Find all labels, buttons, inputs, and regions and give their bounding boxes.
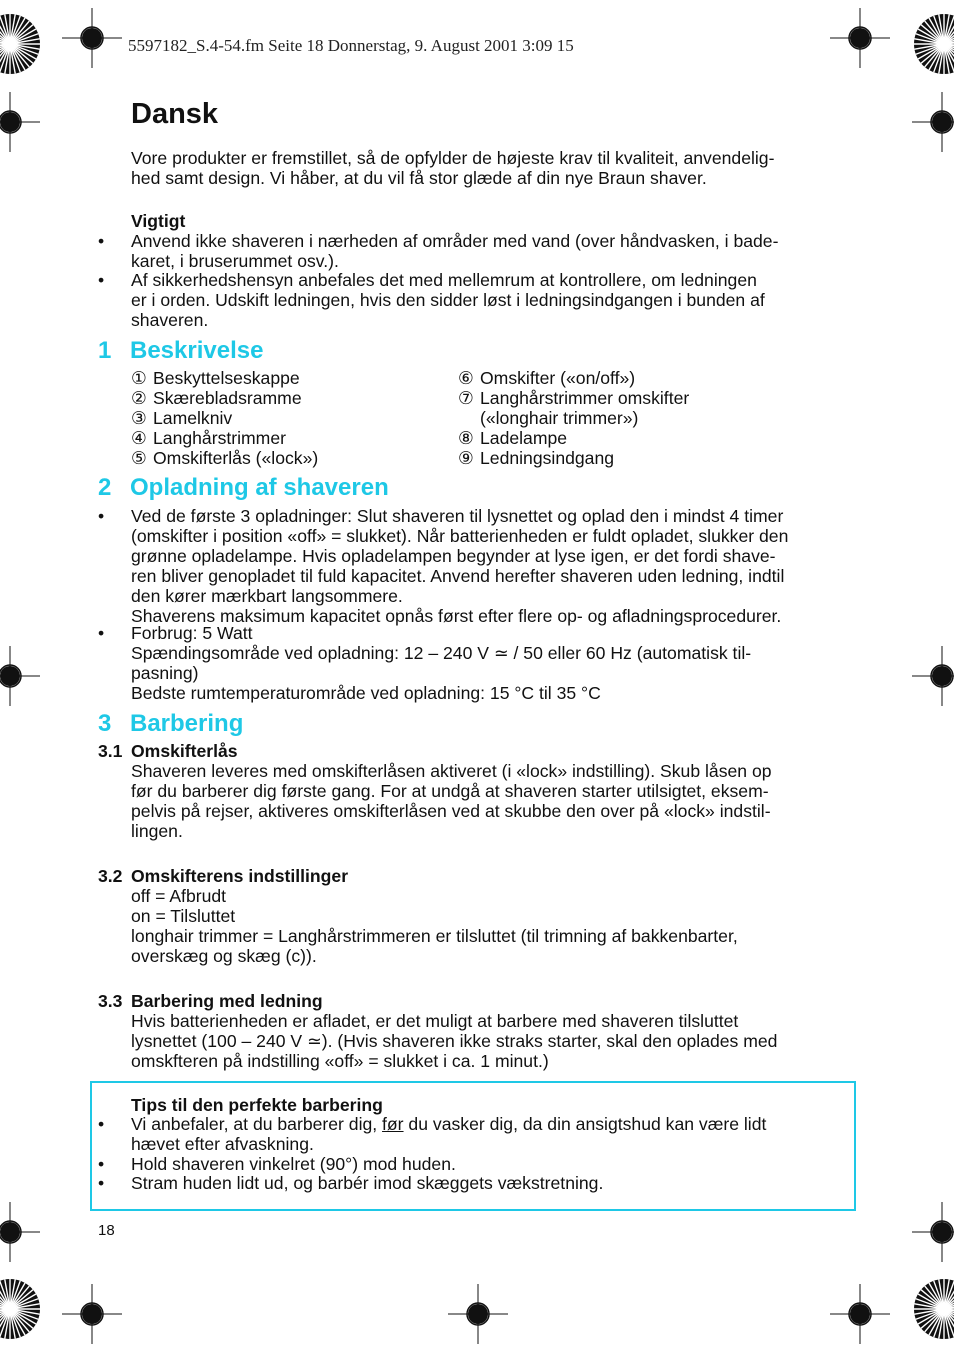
bullet-symbol: •: [98, 506, 105, 526]
intro-line: hed samt design. Vi håber, at du vil få stor glæde af din nye Braun shaver.: [131, 168, 707, 188]
text-segment: du vasker dig, da din ansigtshud kan være lidt: [403, 1114, 767, 1134]
bullet-symbol: •: [98, 1173, 105, 1193]
charging-bullet-2: [131, 623, 871, 703]
crosshair-mark: [0, 646, 40, 706]
parts-list-left: [131, 368, 451, 468]
text-line: ren bliver genopladet til fuld kapacitet. Anvend herefter shaveren uden ledning, indtil: [131, 566, 785, 586]
text-line: (omskifter i position «off» = slukket). Når batterienheden er fuldt opladet, slukker den: [131, 526, 789, 546]
item-number: ①: [131, 368, 147, 388]
item-label: Skærebladsramme: [153, 388, 302, 408]
list-item: [131, 428, 451, 448]
section-1-heading: [98, 337, 263, 365]
section-title: Beskrivelse: [130, 337, 264, 364]
text-line: er i orden. Udskift ledningen, hvis den sidder løst i ledningsindgangen i bunden af: [131, 290, 765, 310]
item-label: («longhair trimmer»): [480, 408, 639, 428]
subsection-3-3-body: [131, 1011, 871, 1071]
subsection-number: 3.3: [98, 991, 123, 1011]
bullet-symbol: •: [98, 1114, 105, 1134]
text-line: Ved de første 3 opladninger: Slut shaveren til lysnettet og oplad den i mindst 4 timer: [131, 506, 784, 526]
charging-bullet-1: [131, 506, 871, 626]
text-line: Bedste rumtemperaturområde ved opladning: 15 °C til 35 °C: [131, 683, 601, 703]
text-line: off = Afbrudt: [131, 886, 227, 906]
crosshair-mark: [448, 1284, 508, 1344]
item-label: Beskyttelseskappe: [153, 368, 300, 388]
subsection-title: Barbering med ledning: [131, 991, 323, 1011]
item-label: Ladelampe: [480, 428, 568, 448]
text-line: omskfteren på indstilling «off» = slukket i ca. 1 minut.): [131, 1051, 549, 1071]
subsection-3-2-heading: [98, 866, 348, 886]
file-info-header: 5597182_S.4-54.fm Seite 18 Donnerstag, 9. August 2001 3:09 15: [128, 36, 574, 55]
page-title: Dansk: [131, 98, 219, 130]
subsection-title: Omskifterlås: [131, 741, 238, 761]
text-line: den kører mærkbart langsommere.: [131, 586, 403, 606]
section-number: 2: [98, 474, 112, 501]
item-number: ⑤: [131, 448, 147, 468]
text-line: Spændingsområde ved opladning: 12 – 240 V ≃ / 50 eller 60 Hz (automatisk til-: [131, 643, 752, 663]
text-line: on = Tilsluttet: [131, 906, 236, 926]
crosshair-mark: [62, 1284, 122, 1344]
list-item: [458, 448, 858, 468]
bullet-symbol: •: [98, 1154, 105, 1174]
item-number: ②: [131, 388, 147, 408]
list-item: [131, 408, 451, 428]
text-line: karet, i bruserummet osv.).: [131, 251, 339, 271]
text-line: Shaverens maksimum kapacitet opnås først efter flere op- og afladningsprocedurer.: [131, 606, 782, 626]
bullet-symbol: •: [98, 231, 105, 251]
section-title: Barbering: [130, 710, 244, 737]
subsection-title: Omskifterens indstillinger: [131, 866, 349, 886]
item-number: ③: [131, 408, 147, 428]
list-item: [458, 428, 858, 448]
item-number: ⑧: [458, 428, 474, 448]
crosshair-mark: [830, 8, 890, 68]
item-label: Langhårstrimmer omskifter: [480, 388, 690, 408]
starburst-mark-top-left: [0, 14, 46, 74]
text-line: hævet efter afvaskning.: [131, 1134, 314, 1154]
list-item: [131, 448, 451, 468]
text-line: grønne opladelampe. Hvis opladelampen begynder at lyse igen, er det fordi shave-: [131, 546, 776, 566]
text-line: Hvis batterienheden er afladet, er det muligt at barbere med shaveren tilsluttet: [131, 1011, 739, 1031]
text-line: Af sikkerhedshensyn anbefales det med mellemrum at kontrollere, om ledningen: [131, 270, 757, 290]
section-number: 1: [98, 337, 112, 364]
item-number: ⑦: [458, 388, 474, 408]
tips-bullet-2: Hold shaveren vinkelret (90°) mod huden.: [131, 1154, 456, 1174]
subsection-3-1-body: [131, 761, 871, 841]
text-line: Anvend ikke shaveren i nærheden af områder med vand (over håndvasken, i bade-: [131, 231, 779, 251]
text-line: lysnettet (100 – 240 V ≃). (Hvis shaveren ikke straks starter, skal den oplades med: [131, 1031, 778, 1051]
list-item: [458, 408, 858, 428]
bullet-symbol: •: [98, 270, 105, 290]
tips-bullet-3: Stram huden lidt ud, og barbér imod skæggets vækstretning.: [131, 1173, 604, 1193]
subsection-3-2-body: [131, 886, 871, 966]
subsection-number: 3.2: [98, 866, 123, 886]
intro-paragraph: [131, 148, 871, 188]
tips-heading: Tips til den perfekte barbering: [131, 1095, 383, 1115]
tips-bullet-1: [131, 1114, 849, 1154]
section-number: 3: [98, 710, 112, 737]
item-label: Omskifter («on/off»): [480, 368, 636, 388]
crosshair-mark: [62, 8, 122, 68]
text-line: longhair trimmer = Langhårstrimmeren er tilsluttet (til trimning af bakkenbarter,: [131, 926, 738, 946]
crosshair-mark: [0, 1202, 40, 1262]
text-line: shaveren.: [131, 310, 209, 330]
text-line: [131, 1114, 849, 1134]
crosshair-mark: [912, 646, 954, 706]
page-number: 18: [98, 1222, 115, 1239]
list-item: [131, 388, 451, 408]
text-line: pelvis på rejser, aktiveres omskifterlåsen ved at skubbe den over på «lock» indstil-: [131, 801, 771, 821]
item-number: ⑨: [458, 448, 474, 468]
crosshair-mark: [830, 1284, 890, 1344]
text-segment: Vi anbefaler, at du barberer dig,: [131, 1114, 383, 1134]
crosshair-mark: [0, 92, 40, 152]
emphasis-underlined: før: [382, 1114, 404, 1134]
subsection-3-3-heading: [98, 991, 323, 1011]
parts-list-right: [458, 368, 858, 468]
text-line: overskæg og skæg (c)).: [131, 946, 317, 966]
starburst-mark-bottom-left: [0, 1279, 46, 1339]
section-3-heading: [98, 710, 243, 738]
important-bullet-2: [131, 270, 871, 330]
text-line: Shaveren leveres med omskifterlåsen aktiveret (i «lock» indstilling). Skub låsen op: [131, 761, 772, 781]
crosshair-mark: [912, 92, 954, 152]
text-line: før du barberer dig første gang. For at undgå at shaveren starter utilsigtet, eksem-: [131, 781, 769, 801]
item-label: Lamelkniv: [153, 408, 233, 428]
section-title: Opladning af shaveren: [130, 474, 389, 501]
crosshair-mark: [912, 1202, 954, 1262]
item-number: ④: [131, 428, 147, 448]
item-label: Omskifterlås («lock»): [153, 448, 319, 468]
section-2-heading: [98, 474, 389, 502]
bullet-symbol: •: [98, 623, 105, 643]
item-label: Langhårstrimmer: [153, 428, 286, 448]
subsection-3-1-heading: [98, 741, 238, 761]
subsection-number: 3.1: [98, 741, 123, 761]
important-bullet-1: [131, 231, 871, 271]
intro-line: Vore produkter er fremstillet, så de opfylder de højeste krav til kvaliteit, anvendelig-: [131, 148, 775, 168]
starburst-mark-top-right: [908, 14, 954, 74]
text-line: pasning): [131, 663, 199, 683]
list-item: [458, 368, 858, 388]
list-item: [458, 388, 858, 408]
text-line: lingen.: [131, 821, 183, 841]
item-number: ⑥: [458, 368, 474, 388]
item-label: Ledningsindgang: [480, 448, 615, 468]
important-heading: Vigtigt: [131, 211, 186, 231]
text-line: Forbrug: 5 Watt: [131, 623, 253, 643]
starburst-mark-bottom-right: [908, 1279, 954, 1339]
list-item: [131, 368, 451, 388]
